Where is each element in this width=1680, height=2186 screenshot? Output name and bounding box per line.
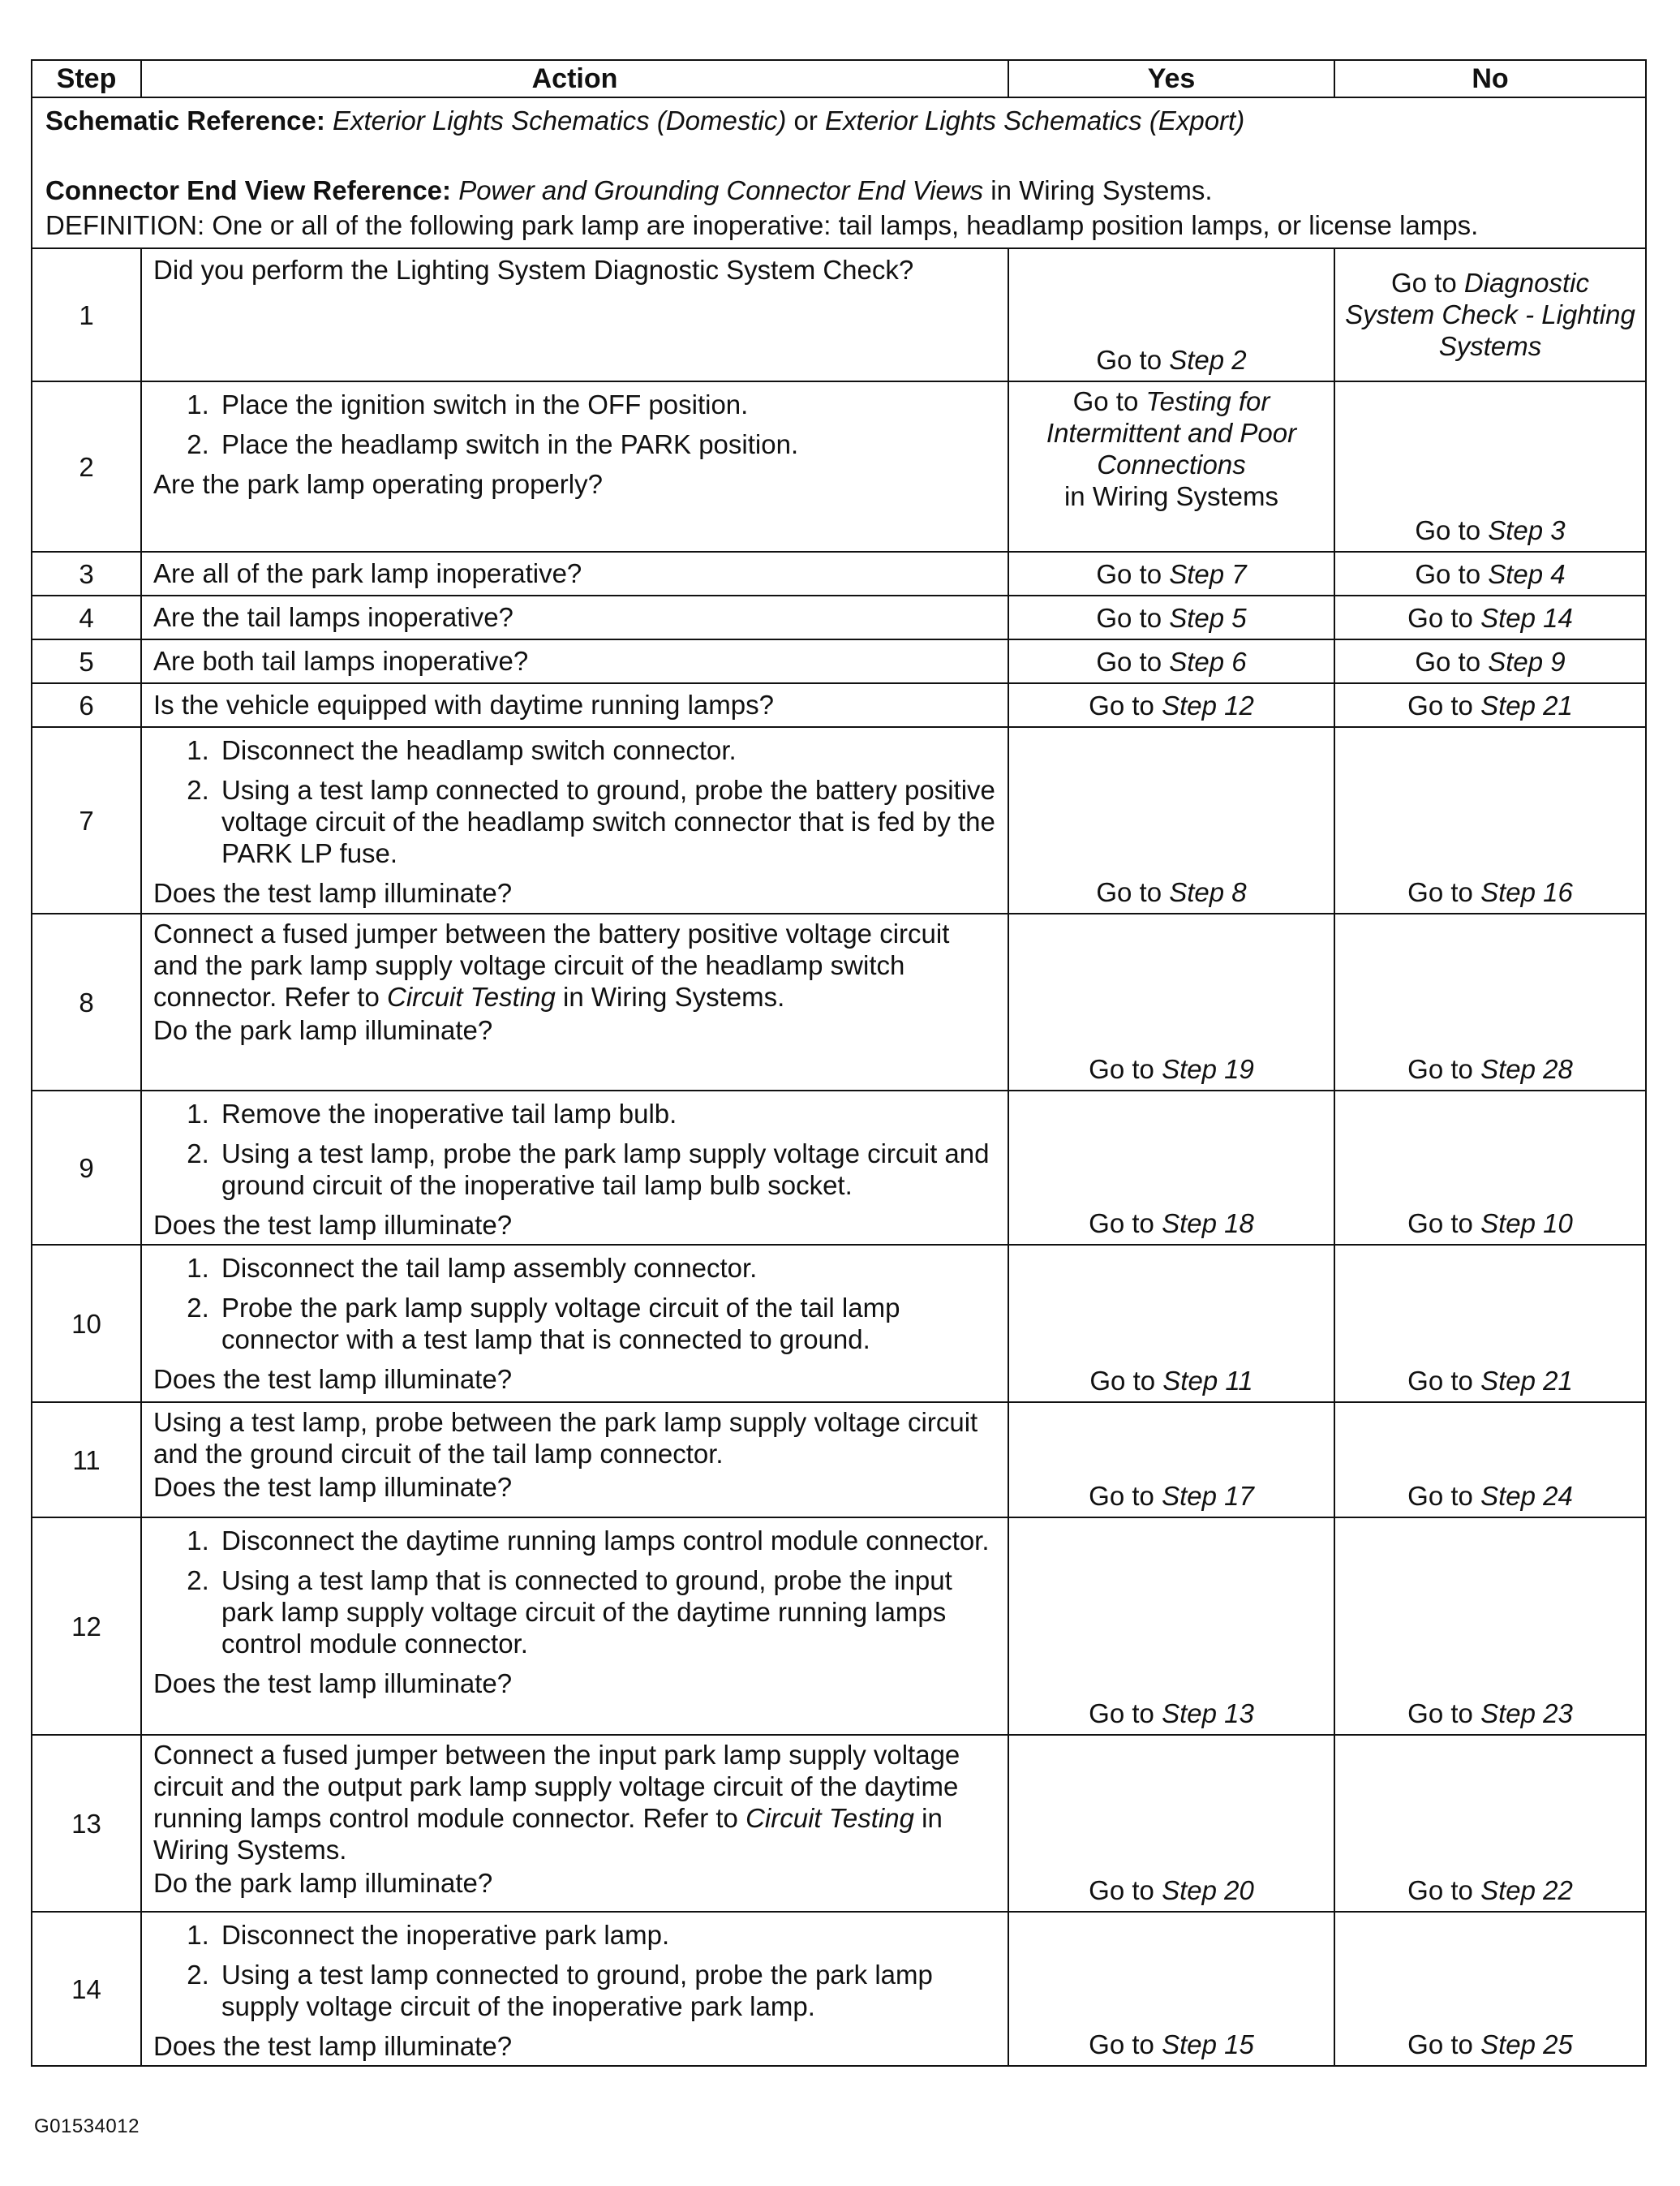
table-row (32, 1091, 1646, 1245)
table-row (32, 1912, 1646, 2066)
table-row (32, 914, 1646, 1091)
list-item: 1. Disconnect the inoperative park lamp. (217, 1919, 996, 1951)
yes-link[interactable]: Step 11 (1162, 1366, 1253, 1396)
table-row (32, 727, 1646, 914)
no-cell: Go to Step 23 (1334, 1517, 1646, 1735)
no-link[interactable]: Step 25 (1480, 2029, 1573, 2059)
step-number: 3 (32, 552, 141, 596)
action-question: Are all of the park lamp inoperative? (153, 558, 582, 588)
no-cell: Go to Step 21 (1334, 683, 1646, 727)
yes-link[interactable]: Step 18 (1162, 1208, 1254, 1238)
schematic-link-export[interactable]: Exterior Lights Schematics (Export) (825, 105, 1245, 136)
no-link[interactable]: Step 22 (1480, 1875, 1573, 1905)
action-question: Does the test lamp illuminate? (153, 1668, 513, 1698)
action-steps-list (153, 1919, 996, 2022)
action-cell (141, 914, 1008, 1091)
reference-row (32, 97, 1646, 248)
yes-link[interactable]: Step 8 (1169, 877, 1247, 907)
table-row (32, 596, 1646, 639)
list-item: 1. Disconnect the daytime running lamps control module connector. (217, 1525, 996, 1556)
yes-link[interactable]: Step 17 (1162, 1481, 1254, 1511)
action-cell (141, 639, 1008, 683)
table-row (32, 683, 1646, 727)
yes-cell: Go to Step 11 (1008, 1245, 1334, 1402)
schematic-reference: Schematic Reference: Exterior Lights Schematics (Domestic) or Exterior Lights Schematics (Export) (45, 105, 1245, 136)
no-cell: Go to Diagnostic System Check - Lighting Systems (1334, 248, 1646, 381)
step-number: 11 (32, 1402, 141, 1517)
no-link[interactable]: Step 16 (1480, 877, 1573, 907)
action-steps-list (153, 1252, 996, 1355)
yes-cell: Go to Step 2 (1008, 248, 1334, 381)
yes-link[interactable]: Step 15 (1162, 2029, 1254, 2059)
no-link[interactable]: Step 23 (1480, 1698, 1573, 1728)
action-cell (141, 552, 1008, 596)
action-cell (141, 248, 1008, 381)
yes-cell: Go to Step 7 (1008, 552, 1334, 596)
yes-link[interactable]: Testing for Intermittent and Poor Connections (1046, 386, 1297, 480)
action-cell (141, 1517, 1008, 1735)
no-cell: Go to Step 25 (1334, 1912, 1646, 2066)
table-row (32, 639, 1646, 683)
yes-cell: Go to Step 8 (1008, 727, 1334, 914)
table-row (32, 381, 1646, 552)
step-number: 6 (32, 683, 141, 727)
action-question: Do the park lamp illuminate? (153, 1868, 493, 1898)
step-number: 5 (32, 639, 141, 683)
action-cell (141, 727, 1008, 914)
yes-cell: Go to Step 13 (1008, 1517, 1334, 1735)
action-question: Does the test lamp illuminate? (153, 878, 513, 908)
list-item: 1. Disconnect the tail lamp assembly connector. (217, 1252, 996, 1284)
list-item: 1. Remove the inoperative tail lamp bulb. (217, 1098, 996, 1130)
step-number: 9 (32, 1091, 141, 1245)
action-steps-list (153, 734, 996, 869)
step-number: 14 (32, 1912, 141, 2066)
list-item: 2. Probe the park lamp supply voltage circuit of the tail lamp connector with a test lamp that is connected to ground. (217, 1292, 996, 1355)
action-cell (141, 1091, 1008, 1245)
action-cell (141, 1402, 1008, 1517)
yes-cell: Go to Testing for Intermittent and Poor Connections in Wiring Systems (1008, 381, 1334, 552)
no-link[interactable]: Step 21 (1480, 691, 1573, 721)
action-text: Connect a fused jumper between the battery positive voltage circuit and the park lamp supply voltage circuit of the headlamp switch connector. Refer to Circuit Testing in Wiring Systems. (153, 919, 950, 1012)
action-question: Does the test lamp illuminate? (153, 1364, 513, 1394)
yes-cell: Go to Step 18 (1008, 1091, 1334, 1245)
circuit-testing-link[interactable]: Circuit Testing (745, 1803, 914, 1833)
yes-link[interactable]: Step 6 (1169, 647, 1247, 677)
list-item: 2. Using a test lamp, probe the park lamp supply voltage circuit and ground circuit of the inoperative tail lamp bulb socket. (217, 1138, 996, 1201)
no-link[interactable]: Diagnostic System Check - Lighting Systems (1345, 267, 1635, 361)
yes-cell: Go to Step 5 (1008, 596, 1334, 639)
action-text: Using a test lamp, probe between the park lamp supply voltage circuit and the ground circuit of the tail lamp connector. (153, 1407, 978, 1469)
yes-link[interactable]: Step 20 (1162, 1875, 1254, 1905)
action-steps-list (153, 1525, 996, 1659)
no-link[interactable]: Step 28 (1480, 1054, 1573, 1084)
no-link[interactable]: Step 10 (1480, 1208, 1573, 1238)
action-steps-list (153, 389, 996, 460)
action-cell (141, 1912, 1008, 2066)
no-cell: Go to Step 4 (1334, 552, 1646, 596)
action-cell (141, 683, 1008, 727)
no-cell: Go to Step 21 (1334, 1245, 1646, 1402)
no-cell: Go to Step 14 (1334, 596, 1646, 639)
yes-link[interactable]: Step 12 (1162, 691, 1254, 721)
step-number: 13 (32, 1735, 141, 1912)
no-link[interactable]: Step 4 (1488, 559, 1566, 589)
action-question: Does the test lamp illuminate? (153, 1472, 513, 1502)
yes-cell: Go to Step 19 (1008, 914, 1334, 1091)
header-step: Step (32, 60, 141, 97)
table-row (32, 1245, 1646, 1402)
action-text: Connect a fused jumper between the input park lamp supply voltage circuit and the output park lamp supply voltage circuit of the daytime running lamps control module connector. Refer to Circuit Testing in Wiring Systems. (153, 1740, 960, 1865)
yes-cell: Go to Step 6 (1008, 639, 1334, 683)
table-row (32, 1402, 1646, 1517)
step-number: 8 (32, 914, 141, 1091)
list-item: 2. Using a test lamp that is connected to ground, probe the input park lamp supply voltage circuit of the daytime running lamps control module connector. (217, 1564, 996, 1659)
list-item: 1. Place the ignition switch in the OFF position. (217, 389, 996, 420)
table-row (32, 552, 1646, 596)
no-cell: Go to Step 9 (1334, 639, 1646, 683)
step-number: 12 (32, 1517, 141, 1735)
no-cell: Go to Step 16 (1334, 727, 1646, 914)
step-number: 2 (32, 381, 141, 552)
yes-link[interactable]: Step 2 (1169, 345, 1247, 375)
action-question: Does the test lamp illuminate? (153, 2031, 513, 2061)
header-no: No (1334, 60, 1646, 97)
step-number: 4 (32, 596, 141, 639)
no-cell: Go to Step 28 (1334, 914, 1646, 1091)
yes-link[interactable]: Step 7 (1169, 559, 1247, 589)
action-question: Does the test lamp illuminate? (153, 1210, 513, 1240)
table-row (32, 248, 1646, 381)
definition-text: DEFINITION: One or all of the following park lamp are inoperative: tail lamps, headlamp position lamps, or license lamps. (45, 210, 1479, 240)
schematic-link-domestic[interactable]: Exterior Lights Schematics (Domestic) (333, 105, 787, 136)
no-link[interactable]: Step 3 (1488, 515, 1566, 545)
list-item: 2. Using a test lamp connected to ground, probe the battery positive voltage circuit of the headlamp switch connector that is fed by the PARK LP fuse. (217, 774, 996, 869)
yes-link[interactable]: Step 19 (1162, 1054, 1254, 1084)
yes-link[interactable]: Step 5 (1169, 603, 1247, 633)
no-cell: Go to Step 10 (1334, 1091, 1646, 1245)
list-item: 2. Using a test lamp connected to ground, probe the park lamp supply voltage circuit of the inoperative park lamp. (217, 1959, 996, 2022)
diagnostic-table (31, 59, 1647, 2067)
no-link[interactable]: Step 24 (1480, 1481, 1573, 1511)
step-number: 1 (32, 248, 141, 381)
step-number: 10 (32, 1245, 141, 1402)
reference-cell (32, 97, 1646, 248)
no-cell: Go to Step 24 (1334, 1402, 1646, 1517)
no-cell: Go to Step 3 (1334, 381, 1646, 552)
yes-cell: Go to Step 17 (1008, 1402, 1334, 1517)
action-cell (141, 381, 1008, 552)
action-question: Are the tail lamps inoperative? (153, 602, 513, 632)
yes-cell: Go to Step 20 (1008, 1735, 1334, 1912)
no-cell: Go to Step 22 (1334, 1735, 1646, 1912)
list-item: 1. Disconnect the headlamp switch connector. (217, 734, 996, 766)
no-link[interactable]: Step 9 (1488, 647, 1566, 677)
table-row (32, 1517, 1646, 1735)
action-steps-list (153, 1098, 996, 1201)
action-question: Are the park lamp operating properly? (153, 469, 603, 499)
circuit-testing-link[interactable]: Circuit Testing (387, 982, 556, 1012)
list-item: 2. Place the headlamp switch in the PARK position. (217, 428, 996, 460)
action-cell (141, 1245, 1008, 1402)
connector-link[interactable]: Power and Grounding Connector End Views (458, 175, 984, 205)
no-link[interactable]: Step 14 (1480, 603, 1573, 633)
figure-code: G01534012 (34, 2115, 140, 2137)
header-row (32, 60, 1646, 97)
action-question: Do the park lamp illuminate? (153, 1015, 493, 1045)
action-question: Did you perform the Lighting System Diagnostic System Check? (153, 255, 914, 285)
action-cell (141, 1735, 1008, 1912)
step-number: 7 (32, 727, 141, 914)
yes-cell: Go to Step 12 (1008, 683, 1334, 727)
action-cell (141, 596, 1008, 639)
table-row (32, 1735, 1646, 1912)
no-link[interactable]: Step 21 (1480, 1366, 1573, 1396)
header-action: Action (141, 60, 1008, 97)
connector-reference: Connector End View Reference: Power and Grounding Connector End Views in Wiring Systems. (45, 175, 1213, 205)
action-question: Are both tail lamps inoperative? (153, 646, 529, 676)
action-question: Is the vehicle equipped with daytime running lamps? (153, 690, 774, 720)
yes-link[interactable]: Step 13 (1162, 1698, 1254, 1728)
header-yes: Yes (1008, 60, 1334, 97)
yes-cell: Go to Step 15 (1008, 1912, 1334, 2066)
